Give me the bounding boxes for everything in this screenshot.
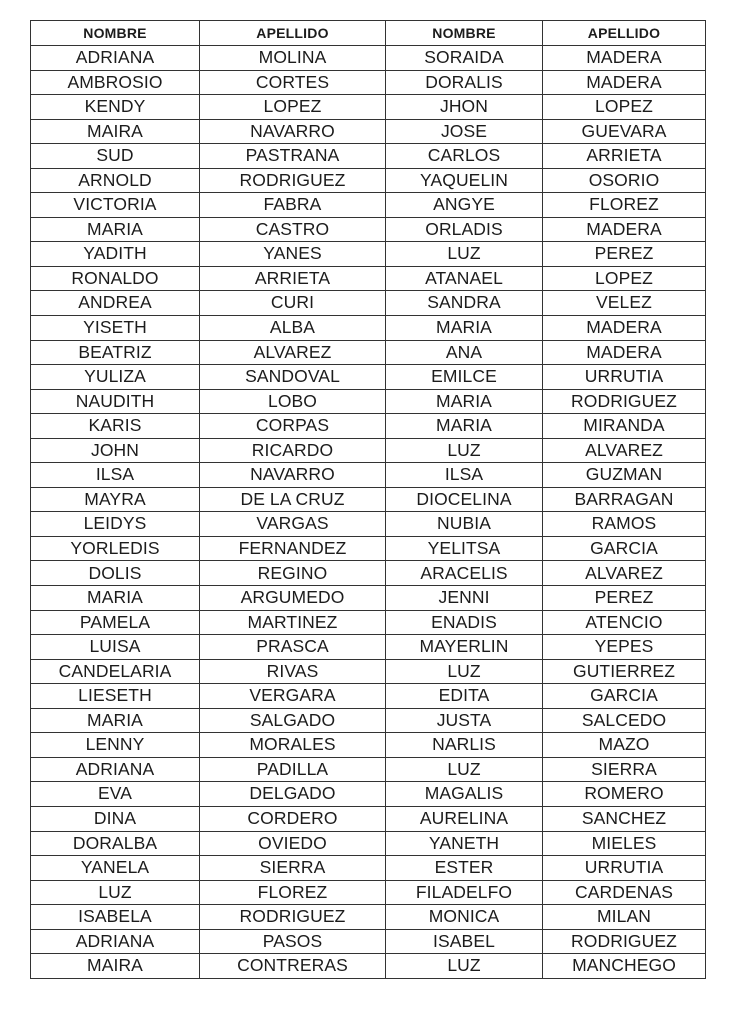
first-name-cell: KENDY [31,95,200,120]
last-name-cell: CORPAS [200,414,386,439]
table-row [31,119,706,144]
table-row [31,340,706,365]
first-name-cell: JOSE [386,119,543,144]
last-name-cell: OSORIO [543,168,706,193]
first-name-cell: ADRIANA [31,929,200,954]
last-name-cell: RICARDO [200,438,386,463]
first-name-cell: LIESETH [31,684,200,709]
last-name-cell: MADERA [543,340,706,365]
last-name-cell: RODRIGUEZ [200,905,386,930]
first-name-cell: DIOCELINA [386,487,543,512]
first-name-cell: LUZ [386,438,543,463]
last-name-cell: GARCIA [543,684,706,709]
header-first-name-1: NOMBRE [31,21,200,46]
table-row [31,414,706,439]
first-name-cell: ISABEL [386,929,543,954]
last-name-cell: CONTRERAS [200,954,386,979]
table-row [31,242,706,267]
table-row [31,806,706,831]
first-name-cell: CANDELARIA [31,659,200,684]
table-row [31,733,706,758]
last-name-cell: BARRAGAN [543,487,706,512]
first-name-cell: MAGALIS [386,782,543,807]
table-row [31,880,706,905]
last-name-cell: URRUTIA [543,856,706,881]
last-name-cell: NAVARRO [200,119,386,144]
first-name-cell: LEIDYS [31,512,200,537]
first-name-cell: PAMELA [31,610,200,635]
header-row [31,21,706,46]
table-row [31,316,706,341]
last-name-cell: PEREZ [543,242,706,267]
first-name-cell: ARACELIS [386,561,543,586]
last-name-cell: NAVARRO [200,463,386,488]
first-name-cell: MARIA [31,217,200,242]
last-name-cell: PADILLA [200,757,386,782]
first-name-cell: YELITSA [386,536,543,561]
first-name-cell: LUISA [31,635,200,660]
first-name-cell: VICTORIA [31,193,200,218]
table-row [31,684,706,709]
first-name-cell: EVA [31,782,200,807]
last-name-cell: MADERA [543,46,706,71]
first-name-cell: KARIS [31,414,200,439]
first-name-cell: YISETH [31,316,200,341]
first-name-cell: MARIA [386,316,543,341]
table-row [31,389,706,414]
table-row [31,487,706,512]
last-name-cell: LOPEZ [543,95,706,120]
last-name-cell: GUEVARA [543,119,706,144]
last-name-cell: RODRIGUEZ [200,168,386,193]
first-name-cell: DORALIS [386,70,543,95]
table-row [31,70,706,95]
last-name-cell: FLOREZ [543,193,706,218]
last-name-cell: CORDERO [200,806,386,831]
last-name-cell: ALVAREZ [543,561,706,586]
last-name-cell: ARGUMEDO [200,586,386,611]
first-name-cell: SORAIDA [386,46,543,71]
last-name-cell: RIVAS [200,659,386,684]
last-name-cell: SALCEDO [543,708,706,733]
last-name-cell: LOPEZ [200,95,386,120]
first-name-cell: JENNI [386,586,543,611]
last-name-cell: MILAN [543,905,706,930]
first-name-cell: ANGYE [386,193,543,218]
last-name-cell: SIERRA [543,757,706,782]
first-name-cell: YANETH [386,831,543,856]
last-name-cell: VERGARA [200,684,386,709]
first-name-cell: YANELA [31,856,200,881]
table-row [31,708,706,733]
last-name-cell: MIRANDA [543,414,706,439]
last-name-cell: SANDOVAL [200,365,386,390]
first-name-cell: MAYERLIN [386,635,543,660]
table-row [31,831,706,856]
last-name-cell: MANCHEGO [543,954,706,979]
first-name-cell: YAQUELIN [386,168,543,193]
table-row [31,266,706,291]
last-name-cell: DE LA CRUZ [200,487,386,512]
header-first-name-2: NOMBRE [386,21,543,46]
table-row [31,954,706,979]
first-name-cell: ATANAEL [386,266,543,291]
first-name-cell: RONALDO [31,266,200,291]
table-row [31,782,706,807]
table-row [31,95,706,120]
first-name-cell: JOHN [31,438,200,463]
first-name-cell: AURELINA [386,806,543,831]
first-name-cell: MARIA [386,389,543,414]
first-name-cell: EDITA [386,684,543,709]
table-row [31,168,706,193]
last-name-cell: GUZMAN [543,463,706,488]
first-name-cell: LUZ [31,880,200,905]
first-name-cell: DINA [31,806,200,831]
last-name-cell: ALVAREZ [200,340,386,365]
table-row [31,610,706,635]
last-name-cell: LOBO [200,389,386,414]
last-name-cell: PASOS [200,929,386,954]
last-name-cell: VELEZ [543,291,706,316]
last-name-cell: DELGADO [200,782,386,807]
table-row [31,561,706,586]
first-name-cell: JUSTA [386,708,543,733]
last-name-cell: MADERA [543,70,706,95]
header-last-name-2: APELLIDO [543,21,706,46]
first-name-cell: ILSA [31,463,200,488]
first-name-cell: LUZ [386,659,543,684]
first-name-cell: ENADIS [386,610,543,635]
first-name-cell: MARIA [31,586,200,611]
last-name-cell: PASTRANA [200,144,386,169]
table-row [31,635,706,660]
last-name-cell: FABRA [200,193,386,218]
first-name-cell: NUBIA [386,512,543,537]
last-name-cell: RAMOS [543,512,706,537]
first-name-cell: MAIRA [31,119,200,144]
first-name-cell: MAIRA [31,954,200,979]
last-name-cell: MARTINEZ [200,610,386,635]
first-name-cell: YADITH [31,242,200,267]
first-name-cell: ANA [386,340,543,365]
table-row [31,929,706,954]
first-name-cell: MARIA [31,708,200,733]
name-list-sheet [30,20,705,979]
last-name-cell: ALVAREZ [543,438,706,463]
first-name-cell: DORALBA [31,831,200,856]
table-row [31,193,706,218]
first-name-cell: YULIZA [31,365,200,390]
first-name-cell: ESTER [386,856,543,881]
table-row [31,217,706,242]
first-name-cell: LENNY [31,733,200,758]
first-name-cell: JHON [386,95,543,120]
last-name-cell: MORALES [200,733,386,758]
first-name-cell: ISABELA [31,905,200,930]
last-name-cell: ATENCIO [543,610,706,635]
first-name-cell: SANDRA [386,291,543,316]
last-name-cell: ALBA [200,316,386,341]
last-name-cell: FLOREZ [200,880,386,905]
last-name-cell: MADERA [543,316,706,341]
last-name-cell: RODRIGUEZ [543,389,706,414]
last-name-cell: CASTRO [200,217,386,242]
last-name-cell: REGINO [200,561,386,586]
last-name-cell: FERNANDEZ [200,536,386,561]
last-name-cell: YANES [200,242,386,267]
table-body [31,46,706,979]
first-name-cell: FILADELFO [386,880,543,905]
table-row [31,536,706,561]
last-name-cell: MIELES [543,831,706,856]
last-name-cell: CURI [200,291,386,316]
last-name-cell: GARCIA [543,536,706,561]
table-row [31,144,706,169]
last-name-cell: YEPES [543,635,706,660]
last-name-cell: URRUTIA [543,365,706,390]
first-name-cell: MARIA [386,414,543,439]
first-name-cell: DOLIS [31,561,200,586]
table-row [31,905,706,930]
first-name-cell: ADRIANA [31,46,200,71]
last-name-cell: LOPEZ [543,266,706,291]
last-name-cell: ARRIETA [200,266,386,291]
first-name-cell: MAYRA [31,487,200,512]
first-name-cell: SUD [31,144,200,169]
table-row [31,438,706,463]
first-name-cell: AMBROSIO [31,70,200,95]
last-name-cell: SANCHEZ [543,806,706,831]
last-name-cell: ARRIETA [543,144,706,169]
table-row [31,659,706,684]
last-name-cell: MADERA [543,217,706,242]
last-name-cell: ROMERO [543,782,706,807]
last-name-cell: SIERRA [200,856,386,881]
last-name-cell: SALGADO [200,708,386,733]
table-row [31,512,706,537]
first-name-cell: ADRIANA [31,757,200,782]
table-row [31,46,706,71]
table-row [31,365,706,390]
first-name-cell: EMILCE [386,365,543,390]
last-name-cell: MOLINA [200,46,386,71]
header-last-name-1: APELLIDO [200,21,386,46]
first-name-cell: LUZ [386,954,543,979]
first-name-cell: ORLADIS [386,217,543,242]
first-name-cell: LUZ [386,757,543,782]
table-row [31,291,706,316]
last-name-cell: RODRIGUEZ [543,929,706,954]
first-name-cell: NARLIS [386,733,543,758]
first-name-cell: MONICA [386,905,543,930]
last-name-cell: MAZO [543,733,706,758]
first-name-cell: BEATRIZ [31,340,200,365]
table-row [31,463,706,488]
first-name-cell: NAUDITH [31,389,200,414]
last-name-cell: CORTES [200,70,386,95]
last-name-cell: PRASCA [200,635,386,660]
table-row [31,757,706,782]
first-name-cell: LUZ [386,242,543,267]
last-name-cell: PEREZ [543,586,706,611]
table-row [31,856,706,881]
last-name-cell: GUTIERREZ [543,659,706,684]
names-table [30,20,706,979]
first-name-cell: ILSA [386,463,543,488]
first-name-cell: ANDREA [31,291,200,316]
first-name-cell: ARNOLD [31,168,200,193]
last-name-cell: OVIEDO [200,831,386,856]
table-row [31,586,706,611]
last-name-cell: CARDENAS [543,880,706,905]
first-name-cell: CARLOS [386,144,543,169]
first-name-cell: YORLEDIS [31,536,200,561]
last-name-cell: VARGAS [200,512,386,537]
